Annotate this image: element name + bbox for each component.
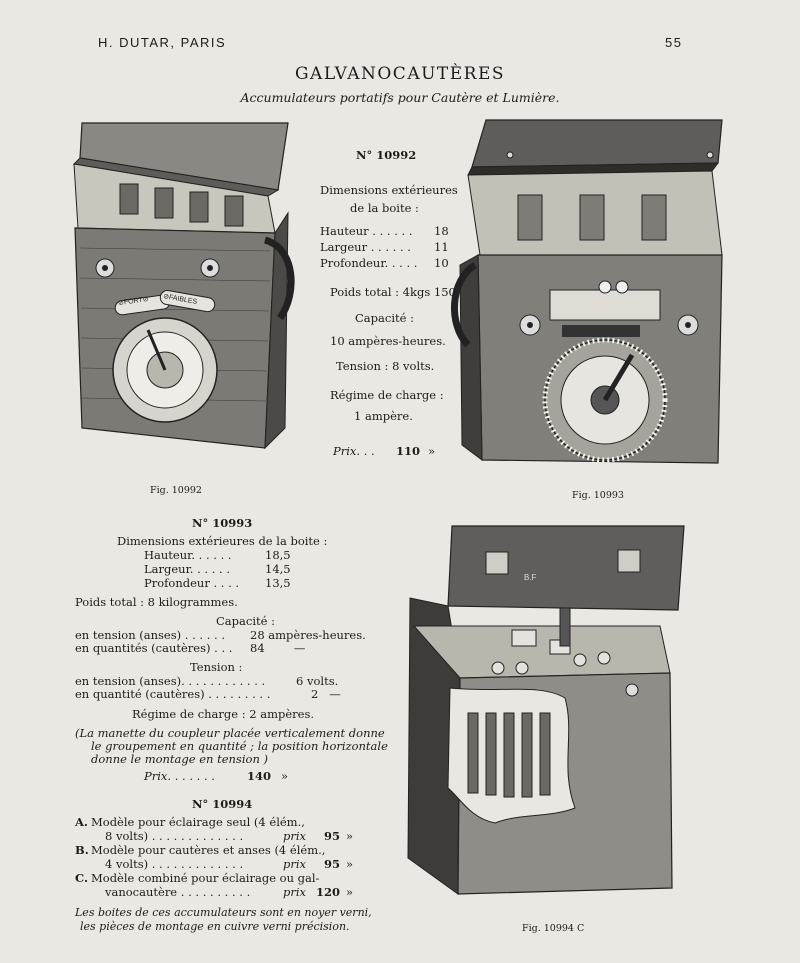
- running-head: H. DUTAR, PARIS: [98, 35, 227, 50]
- model-a-line2: 8 volts) . . . . . . . . . . . . .: [105, 829, 244, 843]
- dims-heading-10992-line1: Dimensions extérieures: [320, 183, 458, 197]
- dim-value-10993-depth: 13,5: [265, 576, 291, 590]
- capacity-label-10992: Capacité :: [355, 311, 414, 325]
- model-b-price: 95: [324, 857, 341, 871]
- price-label-10992: Prix. . .: [333, 444, 375, 458]
- tension-row-value-quantity: 2 —: [311, 687, 341, 701]
- price-10993: 140: [247, 769, 272, 783]
- capacity-row-value-quantity: 84 —: [250, 641, 306, 655]
- model-b-suffix: »: [346, 857, 354, 871]
- dial-label-fort: ⊘FORT⊘: [117, 295, 150, 308]
- figure-caption-10993: Fig. 10993: [572, 490, 624, 501]
- model-letter-a: A.: [75, 815, 88, 829]
- model-b-line1: Modèle pour cautères et anses (4 élém.,: [91, 843, 326, 857]
- note-10993-line1: (La manette du coupleur placée verticalement donne: [75, 726, 385, 740]
- capacity-row-value-tension: 28 ampères-heures.: [250, 628, 366, 642]
- note-10993-line2: le groupement en quantité ; la position horizontale: [91, 739, 388, 753]
- dim-label-10992-depth: Profondeur. . . . .: [320, 256, 418, 270]
- dims-heading-10993: Dimensions extérieures de la boite :: [117, 534, 328, 548]
- model-c-price: 120: [316, 885, 341, 899]
- dim-value-10992-height: 18: [434, 224, 449, 238]
- figure-caption-10992: Fig. 10992: [150, 485, 202, 496]
- tension-row-label-quantity: en quantité (cautères) . . . . . . . . .: [75, 687, 271, 701]
- price-suffix-10993: »: [281, 769, 289, 783]
- page-title: GALVANOCAUTÈRES: [294, 64, 506, 84]
- model-letter-c: C.: [75, 871, 88, 885]
- figure-10992-illustration: [60, 118, 305, 458]
- page-number: 55: [665, 35, 683, 50]
- price-suffix-10992: »: [428, 444, 436, 458]
- charge-label-10992: Régime de charge :: [330, 388, 444, 402]
- figure-caption-10994: Fig. 10994 C: [522, 923, 585, 934]
- capacity-row-label-tension: en tension (anses) . . . . . .: [75, 628, 225, 642]
- dim-value-10993-width: 14,5: [265, 562, 291, 576]
- model-a-price: 95: [324, 829, 341, 843]
- footnote-line1: Les boites de ces accumulateurs sont en noyer verni,: [75, 906, 372, 919]
- model-b-prix: prix: [283, 857, 307, 871]
- dims-heading-10992-line2: de la boite :: [350, 201, 419, 215]
- model-c-prix: prix: [283, 885, 307, 899]
- dim-value-10992-width: 11: [434, 240, 449, 254]
- note-10993-line3: donne le montage en tension ): [91, 752, 268, 766]
- capacity-row-label-quantity: en quantités (cautères) . . .: [75, 641, 233, 655]
- model-letter-b: B.: [75, 843, 89, 857]
- model-c-line1: Modèle combiné pour éclairage ou gal-: [91, 871, 320, 885]
- page-subtitle: Accumulateurs portatifs pour Cautère et Lumière.: [240, 90, 560, 105]
- charge-value-10992: 1 ampère.: [354, 409, 413, 423]
- tension-row-label-tension: en tension (anses). . . . . . . . . . . .: [75, 674, 266, 688]
- model-a-suffix: »: [346, 829, 354, 843]
- figure-10994-illustration: [400, 518, 690, 898]
- dim-label-10992-width: Largeur . . . . . .: [320, 240, 411, 254]
- dim-label-10993-height: Hauteur. . . . . .: [144, 548, 232, 562]
- dial-label-faible: ⊘FAIBLES: [162, 293, 198, 306]
- footnote-line2: les pièces de montage en cuivre verni précision.: [80, 920, 350, 933]
- tension-10992: Tension : 8 volts.: [336, 359, 435, 373]
- price-10992: 110: [396, 444, 421, 458]
- dim-label-10993-depth: Profondeur . . . .: [144, 576, 240, 590]
- figure-10993-illustration: [450, 115, 740, 475]
- weight-10992: Poids total : 4kgs 150: [330, 285, 456, 299]
- dim-label-10993-width: Largeur. . . . . .: [144, 562, 231, 576]
- box-label: B.F: [524, 573, 537, 582]
- dim-value-10993-height: 18,5: [265, 548, 291, 562]
- item-number-10994: N° 10994: [192, 797, 253, 811]
- item-number-10992: N° 10992: [356, 148, 417, 162]
- model-a-line1: Modèle pour éclairage seul (4 élém.,: [91, 815, 305, 829]
- capacity-label-10993: Capacité :: [216, 614, 275, 628]
- model-a-prix: prix: [283, 829, 307, 843]
- price-label-10993: Prix. . . . . . .: [144, 769, 215, 783]
- item-number-10993: N° 10993: [192, 516, 253, 530]
- capacity-value-10992: 10 ampères-heures.: [330, 334, 446, 348]
- tension-row-value-tension: 6 volts.: [296, 674, 339, 688]
- weight-10993: Poids total : 8 kilogrammes.: [75, 595, 238, 609]
- charge-10993: Régime de charge : 2 ampères.: [132, 707, 315, 721]
- dim-label-10992-height: Hauteur . . . . . .: [320, 224, 413, 238]
- dim-value-10992-depth: 10: [434, 256, 449, 270]
- model-b-line2: 4 volts) . . . . . . . . . . . . .: [105, 857, 244, 871]
- model-c-line2: vanocautère . . . . . . . . . .: [105, 885, 251, 899]
- tension-label-10993: Tension :: [190, 660, 243, 674]
- model-c-suffix: »: [346, 885, 354, 899]
